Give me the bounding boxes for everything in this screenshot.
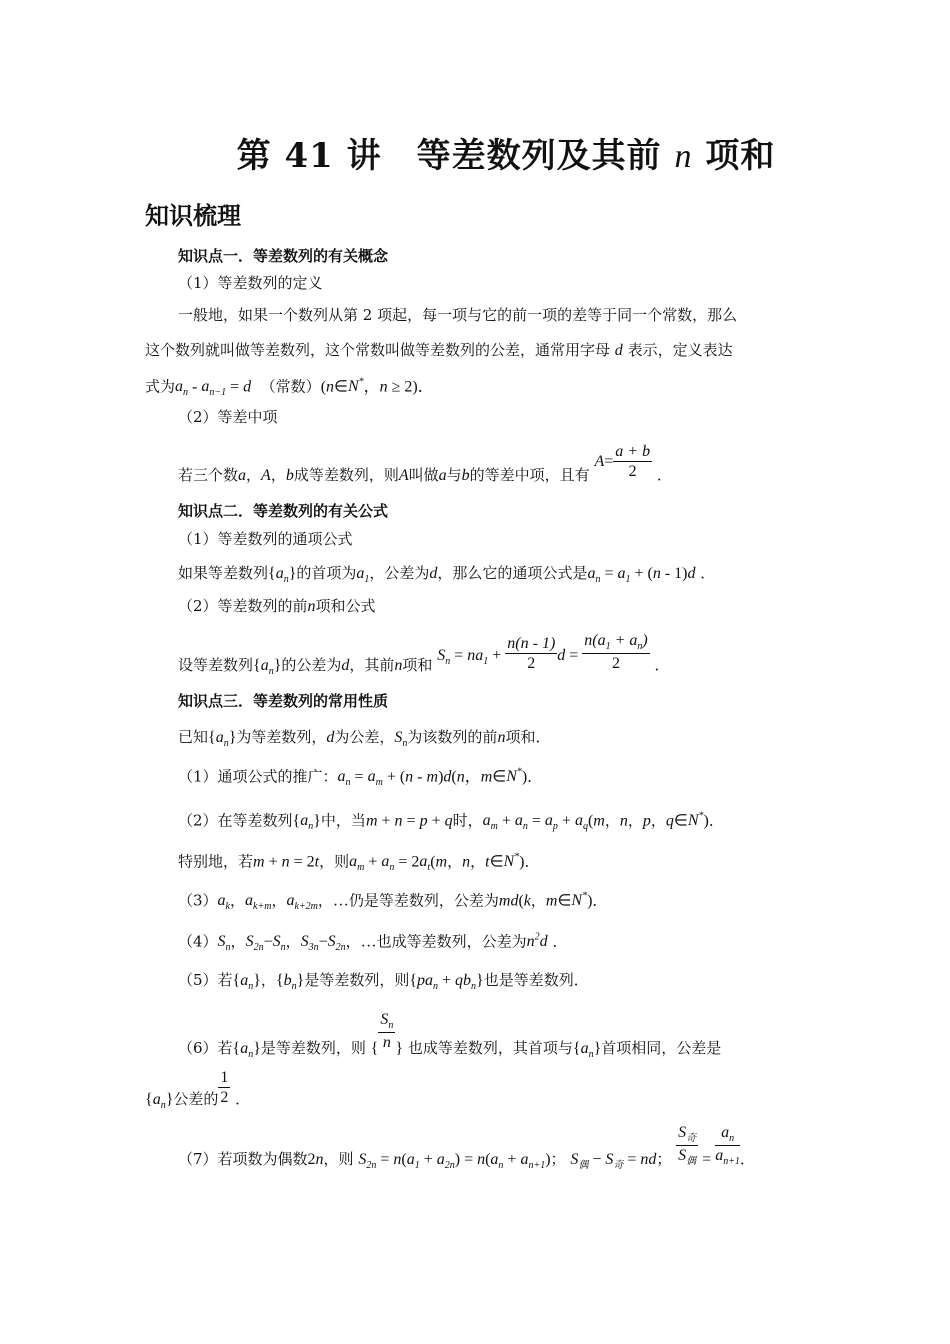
kp3-item2-special: 特别地，若m + n = 2t，则$a_m + a_n = 2a_t(m$，n，t∈N*)． <box>178 852 540 874</box>
kp3-item1: （1）通项公式的推广：$a_n = a_m + (n - m)d(n$，m∈N*)． <box>178 767 543 789</box>
kp1-sub1: （1）等差数列的定义 <box>178 274 323 292</box>
kp1-line3: 式为$a_n - a_{n-1} = d$ （常数）(n∈N*，n ≥ 2)． <box>145 377 434 399</box>
section-heading: 知识梳理 <box>145 202 241 230</box>
kp3-item4: $(4)S_n$，$S_{2n}-S_n$，$S_{3n}-S_{2n}$，…也成等差数列，公差为$n^2d$ ． <box>178 932 568 954</box>
kp1-line1: 一般地，如果一个数列从第 2 项起，每一项与它的前一项的差等于同一个常数，那么 <box>178 306 738 324</box>
kp3-heading: 知识点三．等差数列的常用性质 <box>178 692 389 710</box>
kp1-sub2: （2）等差中项 <box>178 408 278 426</box>
kp1-line4: 若三个数a，A，b成等差数列，则A叫做a与b的等差中项，且有 A= $\frac{a + b}{2}$ ． <box>178 442 672 484</box>
kp3-item6: （6）若$\{a_n\}$是等差数列，则 { $\frac{S_n}{n}$ } 也成等差数列，其首项与$\{a_n\}$首项相同，公差是 <box>178 1011 722 1061</box>
kp3-item7: （7）若项数为偶数2n，则 $S_{2n} = n(a_1 + a_{2n}) = n(a_n + a_{n+1})$； $S_偶 - S_奇$ = nd； $\frac{S_奇}{S_偶}$ = $\frac{a_n}{a_{n+1}}$ ． <box>178 1123 755 1172</box>
kp3-item2: （2）在等差数列$\{a_n\}$中，当m + n = p + q时，$a_m + a_n = a_p + a_q(m$，n，p，q∈N*)． <box>178 811 724 833</box>
kp3-item5: （5）若$\{a_n\}$，$\{b_n\}$是等差数列，则$\{pa_n + qb_n\}$也是等差数列． <box>178 971 589 993</box>
kp2-line1: 如果等差数列$\{a_n\}$的首项为$a_1$，公差为d，那么它的通项公式是$a_n = a_1 + (n - 1)d$ ． <box>178 564 716 586</box>
kp1-heading: 知识点一．等差数列的有关概念 <box>178 247 389 265</box>
kp3-item3: $(3)a_k$，$a_{k+m}$，$a_{k+2m}$，…仍是等差数列，公差为md(k，m∈N*)． <box>178 891 608 913</box>
kp3-intro: 已知$\{a_n\}$为等差数列，d为公差，$S_n$为该数列的前n项和． <box>178 728 551 750</box>
page-title: 第 41 讲 等差数列及其前 n 项和 <box>236 136 776 176</box>
kp2-heading: 知识点二．等差数列的有关公式 <box>178 502 389 520</box>
kp2-sub1: （1）等差数列的通项公式 <box>178 530 353 548</box>
kp2-line2: 设等差数列$\{a_n\}$的公差为d，其前n项和 $S_n = na_1$ + $\frac{n(n - 1)}{2}$ d = $\frac{n(a_1 + a_n)}{2}$ ． <box>178 631 670 678</box>
kp2-sub2: （2）等差数列的前n项和公式 <box>178 597 376 615</box>
kp3-item6-cont: $\{a_n\}$公差的 $\frac{1}{2}$ ． <box>145 1068 251 1112</box>
kp1-line2: 这个数列就叫做等差数列，这个常数叫做等差数列的公差，通常用字母 d 表示，定义表达 <box>145 341 733 359</box>
